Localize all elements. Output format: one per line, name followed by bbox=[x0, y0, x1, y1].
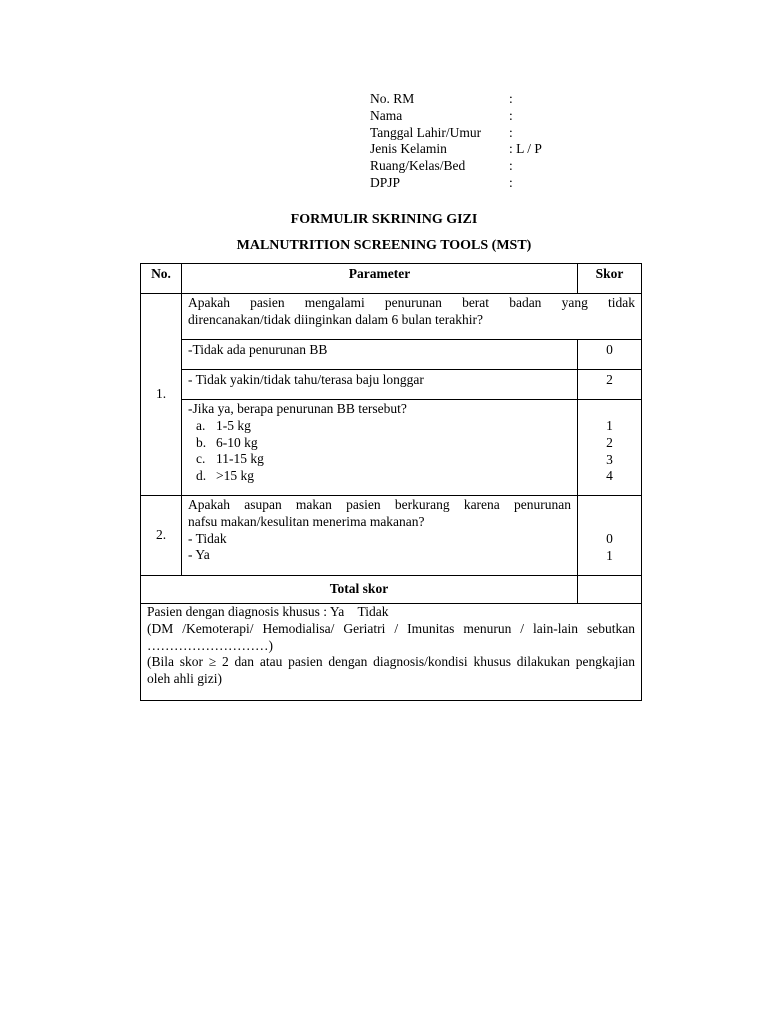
info-label: DPJP bbox=[370, 174, 401, 190]
q1-option-c-scores bbox=[578, 400, 642, 496]
total-score-value bbox=[578, 576, 642, 604]
info-row-tanggal-lahir bbox=[370, 125, 542, 142]
q1-number: 1. bbox=[141, 294, 182, 496]
form-subtitle: MALNUTRITION SCREENING TOOLS (MST) bbox=[236, 238, 532, 253]
info-value: : bbox=[509, 158, 513, 174]
score-value: 0 bbox=[606, 531, 613, 546]
list-item bbox=[188, 451, 571, 468]
score-value: 2 bbox=[606, 434, 613, 450]
list-marker: c. bbox=[196, 451, 206, 467]
list-item-text: >15 kg bbox=[216, 468, 254, 484]
header-no: No. bbox=[141, 264, 182, 294]
q1-question bbox=[182, 294, 642, 340]
info-row-ruang bbox=[370, 158, 542, 175]
info-label: Tanggal Lahir/Umur bbox=[370, 124, 482, 140]
table-row-q2 bbox=[141, 496, 642, 576]
table-row-q1-question bbox=[141, 294, 642, 340]
list-marker: b. bbox=[196, 434, 207, 450]
list-item bbox=[188, 418, 571, 435]
list-item-text: 1-5 kg bbox=[216, 417, 251, 433]
list-marker: d. bbox=[196, 468, 207, 484]
info-value: : bbox=[509, 107, 513, 123]
q1-sub-list bbox=[188, 418, 571, 485]
info-value: : bbox=[509, 124, 513, 140]
q2-question bbox=[182, 496, 578, 576]
table-header-row bbox=[141, 264, 642, 294]
score-value: 3 bbox=[606, 451, 613, 467]
list-item bbox=[188, 435, 571, 452]
assessment-instruction: (Bila skor ≥ 2 dan atau pasien dengan diagnosis/kondisi khusus dilakukan pengkajian oleh ahli gizi) bbox=[147, 654, 635, 687]
score-value: 1 bbox=[606, 418, 613, 433]
q1-option-c bbox=[182, 400, 578, 496]
header-skor: Skor bbox=[578, 264, 642, 294]
q2-option-tidak: - Tidak bbox=[188, 530, 227, 546]
q1-question-line1: Apakah pasien mengalami penurunan berat badan yang tidak bbox=[188, 295, 635, 310]
q1-option-a-text: -Tidak ada penurunan BB bbox=[182, 340, 578, 370]
list-marker: a. bbox=[196, 417, 206, 433]
info-value: : bbox=[509, 174, 513, 190]
table-row-q1-option-b bbox=[141, 370, 642, 400]
q2-scores bbox=[578, 496, 642, 576]
q1-question-line2: direncanakan/tidak diinginkan dalam 6 bulan terakhir? bbox=[188, 311, 484, 327]
q1-option-c-intro: -Jika ya, berapa penurunan BB tersebut? bbox=[188, 401, 407, 416]
special-diagnosis-line: Pasien dengan diagnosis khusus : Ya Tidak bbox=[147, 604, 389, 619]
info-row-nama bbox=[370, 108, 542, 125]
info-label: Nama bbox=[370, 107, 403, 123]
table-row-notes bbox=[141, 604, 642, 701]
list-item-text: 6-10 kg bbox=[216, 434, 258, 450]
list-item-text: 11-15 kg bbox=[216, 451, 264, 467]
q1-option-b-score: 2 bbox=[578, 370, 642, 400]
info-row-dpjp bbox=[370, 175, 542, 192]
q1-option-a-score: 0 bbox=[578, 340, 642, 370]
info-label: No. RM bbox=[370, 91, 415, 106]
info-value: : bbox=[509, 91, 513, 106]
info-value: : L / P bbox=[509, 141, 542, 157]
info-row-no-rm bbox=[370, 91, 542, 108]
score-value: 1 bbox=[606, 547, 613, 563]
info-label: Jenis Kelamin bbox=[370, 141, 447, 157]
q2-number: 2. bbox=[141, 496, 182, 576]
list-item bbox=[188, 468, 571, 485]
score-value: 4 bbox=[606, 468, 613, 484]
q2-option-ya: - Ya bbox=[188, 547, 210, 563]
patient-info-block bbox=[370, 91, 542, 192]
info-row-jenis-kelamin bbox=[370, 141, 542, 158]
q2-question-line1: Apakah asupan makan pasien berkurang karena penurunan bbox=[188, 497, 571, 512]
table-row-total bbox=[141, 576, 642, 604]
form-title: FORMULIR SKRINING GIZI bbox=[290, 212, 478, 227]
q1-option-b-text: - Tidak yakin/tidak tahu/terasa baju longgar bbox=[182, 370, 578, 400]
header-parameter: Parameter bbox=[182, 264, 578, 294]
info-label: Ruang/Kelas/Bed bbox=[370, 158, 466, 174]
diagnosis-examples: (DM /Kemoterapi/ Hemodialisa/ Geriatri / Imunitas menurun / lain-lain sebutkan ………………………) bbox=[147, 620, 635, 653]
notes-cell bbox=[141, 604, 642, 701]
table-row-q1-option-a bbox=[141, 340, 642, 370]
total-score-label: Total skor bbox=[141, 576, 578, 604]
mst-table bbox=[140, 263, 642, 701]
table-row-q1-option-c bbox=[141, 400, 642, 496]
q2-question-line2: nafsu makan/kesulitan menerima makanan? bbox=[188, 513, 425, 529]
